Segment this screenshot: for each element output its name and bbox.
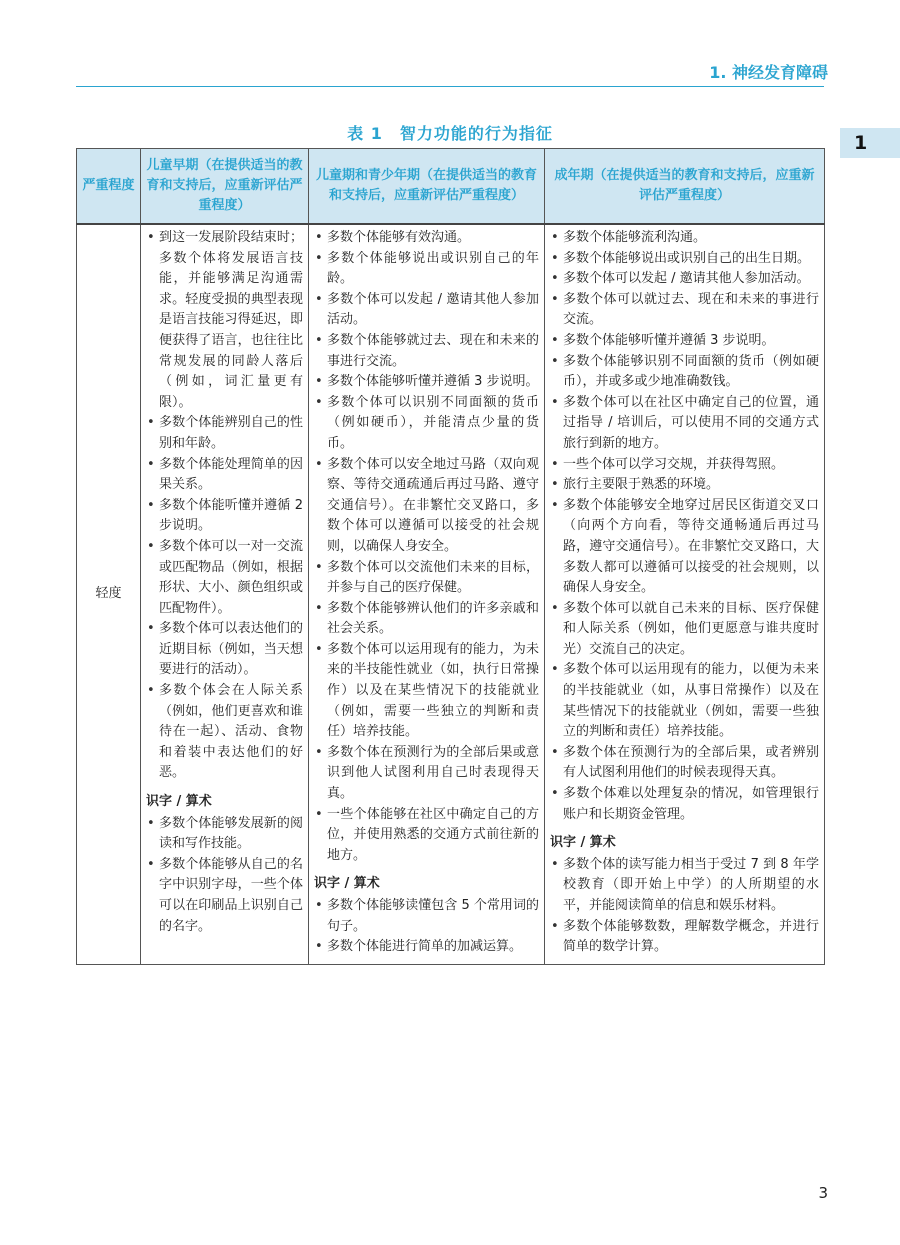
- list-item: • 多数个体能进行简单的加减运算。: [314, 937, 539, 958]
- list-item: • 多数个体可以发起 / 邀请其他人参加活动。: [314, 290, 539, 331]
- list-item: • 多数个体能够听懂并遵循 3 步说明。: [314, 372, 539, 393]
- list-item: • 多数个体能够数数，理解数学概念，并进行简单的数学计算。: [550, 917, 819, 958]
- list-item: • 多数个体能够从自己的名字中识别字母，一些个体可以在印刷品上识别自己的名字。: [146, 855, 303, 937]
- list-item: • 多数个体能够辨认他们的许多亲戚和社会关系。: [314, 599, 539, 640]
- list-item: • 多数个体能听懂并遵循 2 步说明。: [146, 496, 303, 537]
- behavior-indicator-table: [76, 148, 825, 965]
- list-item: • 多数个体能够就过去、现在和未来的事进行交流。: [314, 331, 539, 372]
- header-childhood-adolescence: 儿童期和青少年期（在提供适当的教育和支持后，应重新评估严重程度）: [309, 149, 545, 225]
- list-item: • 多数个体能够有效沟通。: [314, 228, 539, 249]
- list-item: • 多数个体可以在社区中确定自己的位置，通过指导 / 培训后，可以使用不同的交通方式旅行到新的地方。: [550, 393, 819, 455]
- list-item: • 多数个体能够读懂包含 5 个常用词的句子。: [314, 896, 539, 937]
- list-item: • 多数个体能处理简单的因果关系。: [146, 455, 303, 496]
- list-item: • 多数个体可以运用现有的能力，以便为未来的半技能就业（如，从事日常操作）以及在某些情况下的技能就业（例如，需要一些独立的判断和责任）培养技能。: [550, 660, 819, 742]
- list-item: • 一些个体能够在社区中确定自己的方位，并使用熟悉的交通方式前往新的地方。: [314, 805, 539, 867]
- list-item: • 多数个体可以交流他们未来的目标，并参与自己的医疗保健。: [314, 558, 539, 599]
- list-item: • 多数个体能辨别自己的性别和年龄。: [146, 413, 303, 454]
- list-item: • 多数个体可以就过去、现在和未来的事进行交流。: [550, 290, 819, 331]
- header-rule: [76, 86, 824, 87]
- list-item: • 多数个体能够识别不同面额的货币（例如硬币），并或多或少地准确数钱。: [550, 352, 819, 393]
- header-early-childhood: 儿童早期（在提供适当的教育和支持后，应重新评估严重程度）: [141, 149, 309, 225]
- literacy-heading: 识字 / 算术: [550, 835, 616, 851]
- list-item: • 多数个体在预测行为的全部后果，或者辨别有人试图利用他们的时候表现得天真。: [550, 743, 819, 784]
- list-item: • 多数个体可以表达他们的近期目标（例如，当天想要进行的活动）。: [146, 619, 303, 681]
- list-item: • 多数个体能够安全地穿过居民区街道交叉口（向两个方向看，等待交通畅通后再过马路，遵守交通信号）。在非繁忙交叉路口，大多数人都可以遵循可以接受的社会规则，以确保人身安全。: [550, 496, 819, 599]
- adulthood-cell: [545, 224, 825, 964]
- chapter-header: 1. 神经发育障碍: [709, 63, 828, 82]
- list-item: • 多数个体可以一对一交流或匹配物品（例如，根据形状、大小、颜色组织或匹配物件）。: [146, 537, 303, 619]
- list-item: • 多数个体可以运用现有的能力，为未来的半技能性就业（如，执行日常操作）以及在某些情况下的技能就业（例如，需要一些独立的判断和责任）培养技能。: [314, 640, 539, 743]
- list-item: • 多数个体难以处理复杂的情况，如管理银行账户和长期资金管理。: [550, 784, 819, 825]
- early-childhood-cell: [141, 224, 309, 964]
- early-childhood-literacy-list: [146, 814, 303, 938]
- table-header-row: [77, 149, 825, 225]
- list-item: • 多数个体可以发起 / 邀请其他人参加活动。: [550, 269, 819, 290]
- childhood-adolescence-list: [314, 228, 539, 866]
- list-item: • 旅行主要限于熟悉的环境。: [550, 475, 819, 496]
- list-item: • 多数个体能够流利沟通。: [550, 228, 819, 249]
- literacy-heading: 识字 / 算术: [314, 876, 380, 892]
- header-severity: 严重程度: [77, 149, 141, 225]
- list-item: • 多数个体可以安全地过马路（双向观察、等待交通疏通后再过马路、遵守交通信号）。在非繁忙交叉路口，多数个体可以遵循可以接受的社会规则，以确保人身安全。: [314, 455, 539, 558]
- list-item: • 一些个体可以学习交规，并获得驾照。: [550, 455, 819, 476]
- childhood-adolescence-cell: [309, 224, 545, 964]
- header-adulthood: 成年期（在提供适当的教育和支持后，应重新评估严重程度）: [545, 149, 825, 225]
- chapter-side-tab: 1: [840, 128, 900, 158]
- page-number: 3: [818, 1184, 828, 1202]
- early-childhood-list: [146, 228, 303, 784]
- childhood-adolescence-literacy-list: [314, 896, 539, 958]
- list-item: • 多数个体的读写能力相当于受过 7 到 8 年学校教育（即开始上中学）的人所期望的水平，并能阅读简单的信息和娱乐材料。: [550, 855, 819, 917]
- adulthood-literacy-list: [550, 855, 819, 958]
- list-item: • 多数个体可以就自己未来的目标、医疗保健和人际关系（例如，他们更愿意与谁共度时光）交流自己的决定。: [550, 599, 819, 661]
- list-item: • 多数个体在预测行为的全部后果或意识到他人试图利用自己时表现得天真。: [314, 743, 539, 805]
- severity-level-cell: 轻度: [77, 224, 141, 964]
- list-item: • 到这一发展阶段结束时；多数个体将发展语言技能，并能够满足沟通需求。轻度受损的典型表现是语言技能习得延迟，即便获得了语言，也往往比常规发展的同龄人落后（例如，词汇量更有限）。: [146, 228, 303, 413]
- adulthood-list: [550, 228, 819, 825]
- list-item: • 多数个体能够说出或识别自己的年龄。: [314, 249, 539, 290]
- list-item: • 多数个体能够发展新的阅读和写作技能。: [146, 814, 303, 855]
- literacy-heading: 识字 / 算术: [146, 794, 212, 810]
- list-item: • 多数个体可以识别不同面额的货币（例如硬币），并能清点少量的货币。: [314, 393, 539, 455]
- behavior-indicator-table-wrap: [76, 148, 824, 965]
- list-item: • 多数个体能够听懂并遵循 3 步说明。: [550, 331, 819, 352]
- table-title: 表 1 智力功能的行为指征: [347, 124, 553, 143]
- list-item: • 多数个体会在人际关系（例如，他们更喜欢和谁待在一起）、活动、食物和着装中表达他们的好恶。: [146, 681, 303, 784]
- list-item: • 多数个体能够说出或识别自己的出生日期。: [550, 249, 819, 270]
- table-row-mild: [77, 224, 825, 964]
